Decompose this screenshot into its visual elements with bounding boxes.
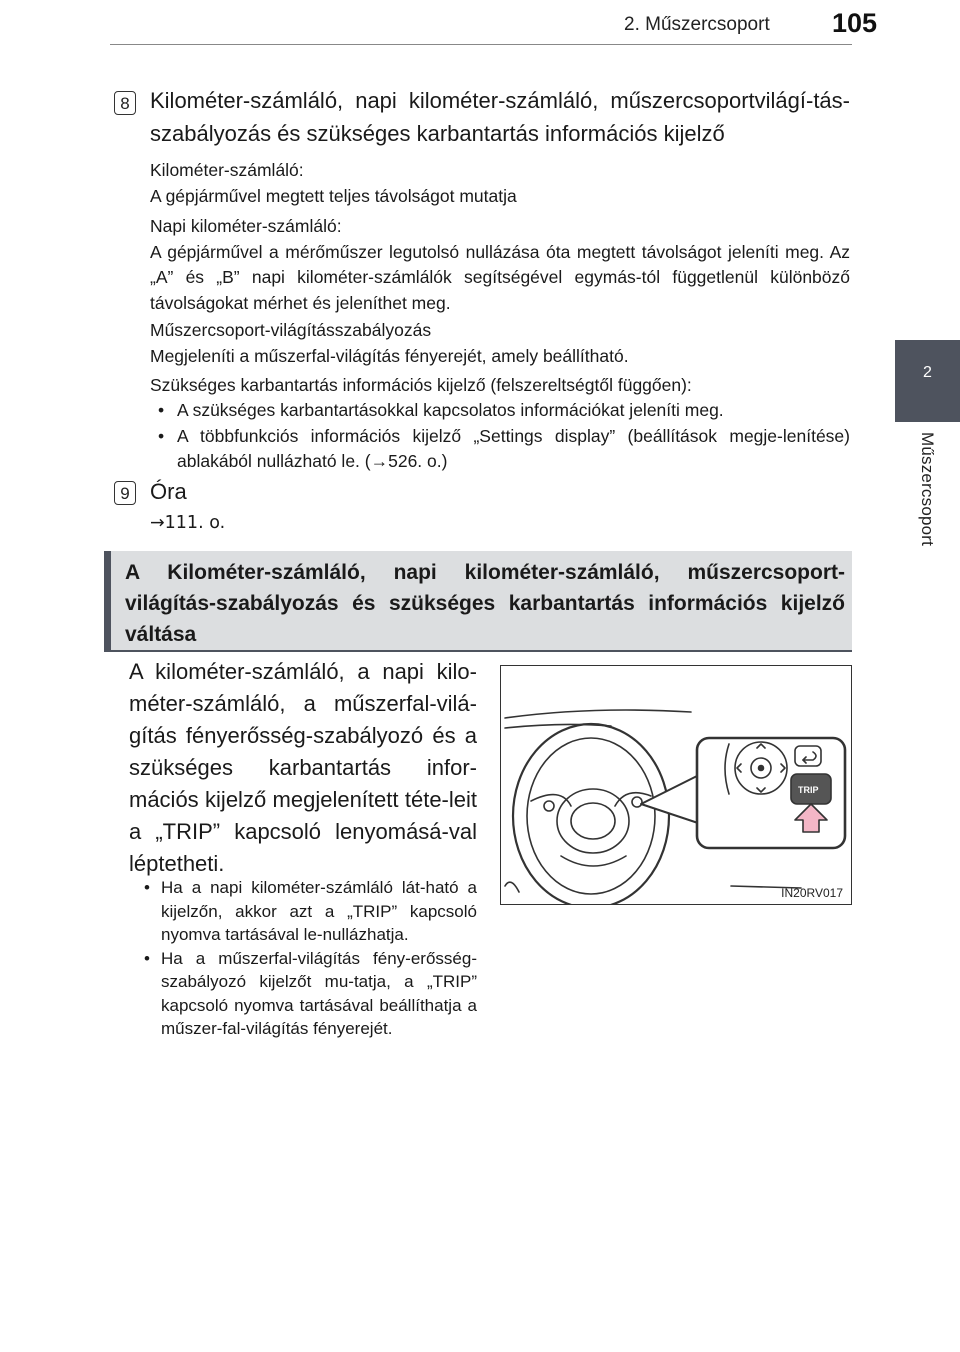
list-item: • A többfunkciós információs kijelző „Settings display” (beállítások megje-lenítése) ablakából nullázható le. (→526. o.) bbox=[150, 424, 850, 475]
trip-button-label: TRIP bbox=[798, 785, 819, 795]
light-control-label: Műszercsoport-világításszabályozás bbox=[150, 320, 432, 340]
item-number-badge: 9 bbox=[114, 481, 136, 505]
trip-switch-notes bbox=[144, 876, 477, 1041]
maintenance-label: Szükséges karbantartás információs kijelző (felszereltségtől függően): bbox=[150, 375, 692, 395]
section-banner-title: A Kilométer-számláló, napi kilométer-számláló, műszercsoport-világítás-szabályozás és szükséges karbantartás információs kijelző váltása bbox=[125, 561, 845, 646]
trip-meter-text: A gépjárművel a mérőműszer legutolsó nullázása óta megtett távolságot jeleníti meg. Az „A” és „B” napi kilométer-számlálók segítségével egymás-tól függetlenül különböző távolságokat mérhet és jeleníthet meg. bbox=[150, 241, 850, 313]
clock-page-reference: →111. o. bbox=[150, 513, 226, 533]
item-8-title: Kilométer-számláló, napi kilométer-számláló, műszercsoportvilágí-tás-szabályozás és szükséges karbantartás információs kijelző bbox=[150, 88, 850, 146]
item-number-badge: 8 bbox=[114, 91, 136, 115]
header-section-title: 2. Műszercsoport bbox=[624, 14, 770, 35]
page-number: 105 bbox=[832, 8, 878, 38]
steering-wheel-illustration bbox=[501, 666, 851, 904]
header-divider bbox=[110, 44, 852, 45]
odometer-text: A gépjárművel megtett teljes távolságot mutatja bbox=[150, 185, 517, 206]
figure-code: IN20RV017 bbox=[781, 886, 843, 900]
light-control-description bbox=[150, 318, 850, 369]
odometer-label: Kilométer-számláló: bbox=[150, 160, 304, 180]
chapter-tab bbox=[895, 340, 960, 422]
section-banner bbox=[104, 551, 852, 652]
chapter-tab-number: 2 bbox=[923, 364, 932, 381]
trip-meter-label: Napi kilométer-számláló: bbox=[150, 216, 342, 236]
odometer-description bbox=[150, 158, 850, 209]
trip-switch-description: A kilométer-számláló, a napi kilo-méter-számláló, a műszerfal-vilá-gítás fényerősség-szabályozó és a szükséges karbantartás infor-mációs kijelző megjelenített téte-leit a „TRIP” kapcsoló lenyomásá-val léptetheti. bbox=[129, 659, 477, 876]
item-9-title: Óra bbox=[150, 479, 187, 504]
list-item: • Ha a műszerfal-világítás fény-erősség-szabályozó kijelzőt mu-tatja, a „TRIP” kapcsoló nyomva tartásával beállíthatja a műszer-fal-világítás fényerejét. bbox=[144, 947, 477, 1041]
list-item: • Ha a napi kilométer-számláló lát-ható a kijelzőn, akkor azt a „TRIP” kapcsoló nyomva tartásával le-nullázhatja. bbox=[144, 876, 477, 947]
list-item: • A szükséges karbantartásokkal kapcsolatos információkat jeleníti meg. bbox=[150, 398, 850, 424]
light-control-text: Megjeleníti a műszerfal-világítás fényerejét, amely beállítható. bbox=[150, 345, 629, 366]
steering-wheel-figure bbox=[500, 665, 852, 905]
steering-wheel-icon bbox=[513, 724, 669, 904]
chapter-tab-label: Műszercsoport bbox=[918, 432, 937, 547]
maintenance-bullets bbox=[150, 398, 850, 475]
trip-meter-description bbox=[150, 214, 850, 316]
